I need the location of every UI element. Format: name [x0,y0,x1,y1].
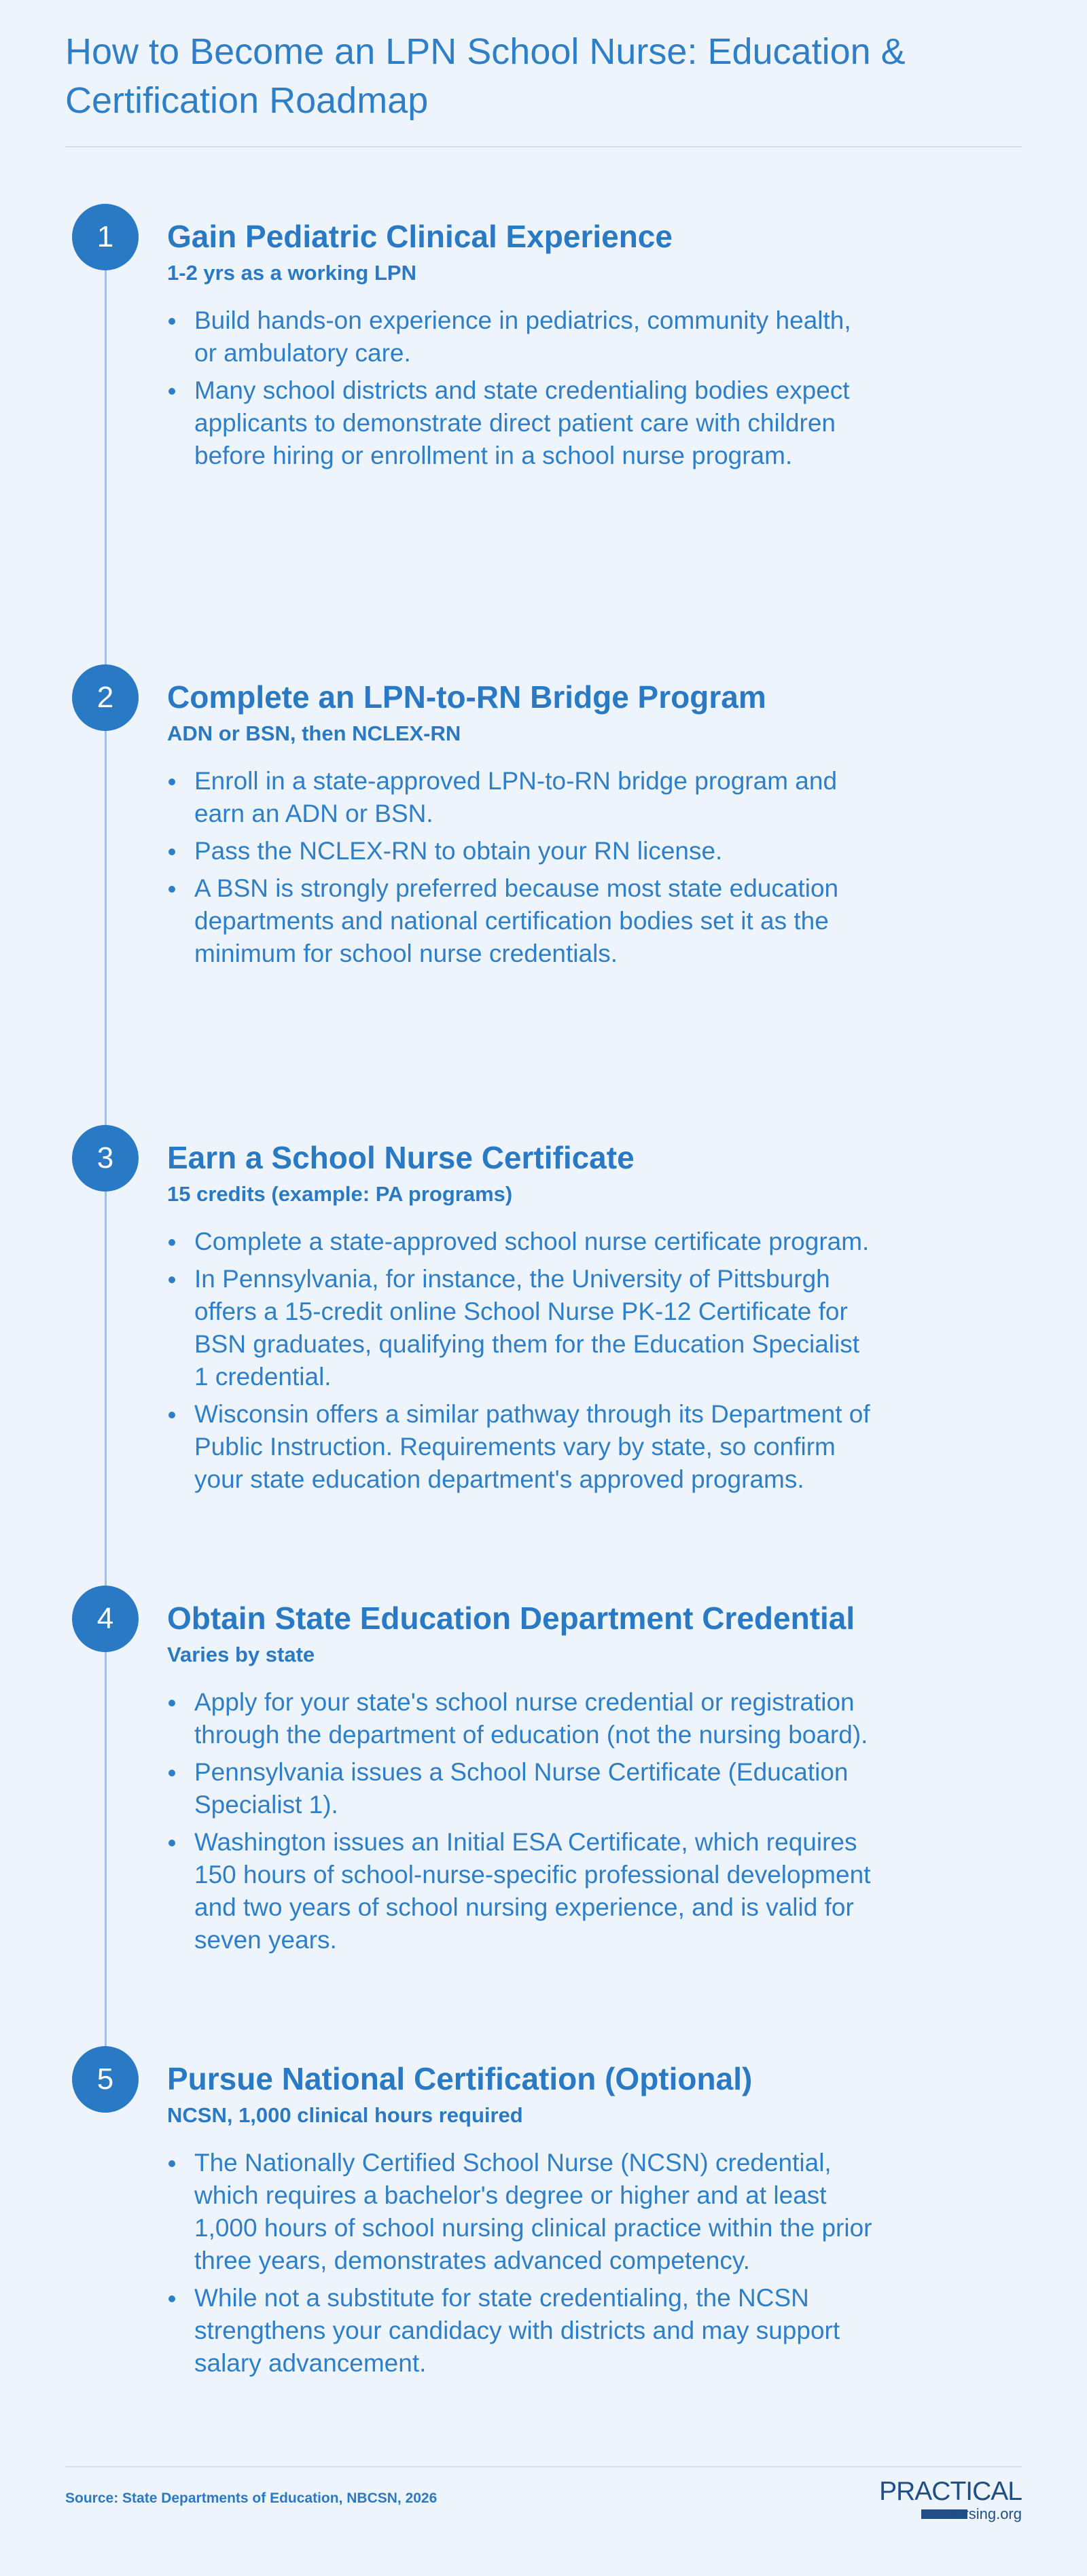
practical-nursing-logo[interactable] [879,2477,1022,2526]
header-divider [65,146,1022,147]
step-subtitle: NCSN, 1,000 clinical hours required [167,2103,523,2127]
bullet-item: Complete a state-approved school nurse certificate program. [167,1226,874,1258]
step-title: Gain Pediatric Clinical Experience [167,219,673,254]
step-content [167,1599,874,1961]
bullet-item: Wisconsin offers a similar pathway through its Department of Public Instruction. Requirements vary by state, so confirm your state education department's approved programs. [167,1398,874,1496]
footer-divider [65,2466,1022,2467]
source-note: Source: State Departments of Education, NBCSN, 2026 [65,2490,438,2506]
step-content [167,1139,874,1501]
step-number-badge: 2 [72,664,139,731]
page-title: How to Become an LPN School Nurse: Education & Certification Roadmap [65,31,906,121]
step-bullet-list [167,304,874,472]
step-bullet-list [167,2147,874,2380]
step-content [167,217,874,477]
logo-domain: nursing.org [946,2505,1022,2522]
step-content [167,2060,874,2384]
step-subtitle: Varies by state [167,1643,315,1666]
step-number-badge: 3 [72,1125,139,1192]
bullet-item: Pennsylvania issues a School Nurse Certificate (Education Specialist 1). [167,1756,874,1821]
step-number-badge: 1 [72,204,139,270]
step-bullet-list [167,1686,874,1956]
bullet-item: While not a substitute for state credentialing, the NCSN strengthens your candidacy with districts and may support salary advancement. [167,2282,874,2380]
step-subtitle: 1-2 yrs as a working LPN [167,261,416,285]
step-title: Obtain State Education Department Credential [167,1600,855,1636]
bullet-item: Enroll in a state-approved LPN-to-RN bridge program and earn an ADN or BSN. [167,765,874,830]
bullet-item: Build hands-on experience in pediatrics, community health, or ambulatory care. [167,304,874,370]
step-title: Pursue National Certification (Optional) [167,2061,753,2096]
step-number-badge: 5 [72,2046,139,2113]
step-bullet-list [167,765,874,970]
bullet-item: Apply for your state's school nurse credential or registration through the department of education (not the nursing board). [167,1686,874,1751]
step-subtitle: 15 credits (example: PA programs) [167,1182,513,1206]
bullet-item: Many school districts and state credentialing bodies expect applicants to demonstrate direct patient care with children before hiring or enrollment in a school nurse program. [167,374,874,472]
bullet-item: The Nationally Certified School Nurse (NCSN) credential, which requires a bachelor's degree or higher and at least 1,000 hours of school nursing clinical practice within the prior three years, demonstrates advanced competency. [167,2147,874,2277]
step-title: Complete an LPN-to-RN Bridge Program [167,679,766,715]
bullet-item: A BSN is strongly preferred because most state education departments and national certification bodies set it as the minimum for school nurse credentials. [167,872,874,970]
logo-wordmark: PRACTICAL [879,2477,1022,2506]
bullet-item: In Pennsylvania, for instance, the University of Pittsburgh offers a 15-credit online School Nurse PK-12 Certificate for BSN graduates, qualifying them for the Education Specialist 1 credential. [167,1263,874,1393]
bullet-item: Washington issues an Initial ESA Certificate, which requires 150 hours of school-nurse-specific professional development and two years of school nursing experience, and is valid for seven years. [167,1826,874,1956]
step-number-badge: 4 [72,1586,139,1652]
bullet-item: Pass the NCLEX-RN to obtain your RN license. [167,835,874,867]
step-bullet-list [167,1226,874,1496]
step-content [167,678,874,975]
step-subtitle: ADN or BSN, then NCLEX-RN [167,721,461,745]
step-title: Earn a School Nurse Certificate [167,1140,635,1175]
